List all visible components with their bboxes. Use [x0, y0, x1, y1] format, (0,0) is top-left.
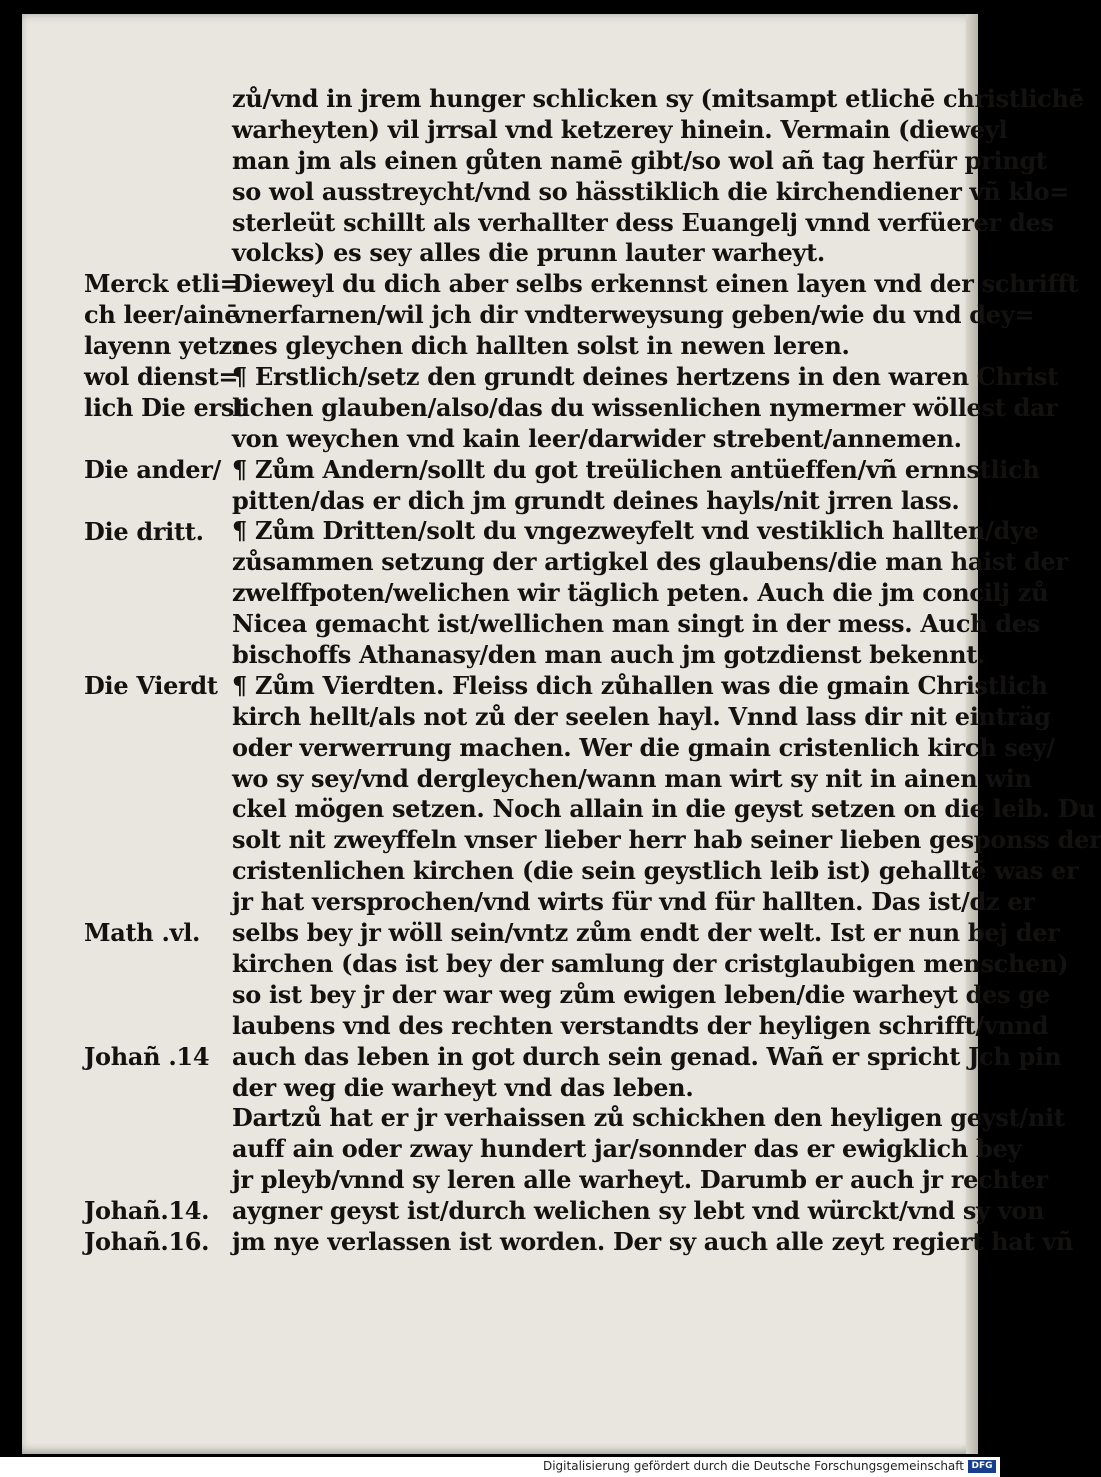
margin-note: ch leer/ainē [84, 300, 240, 330]
footer-bar [0, 1457, 1000, 1477]
text-line: Nicea gemacht ist/wellichen man singt in der mess. Auch des [232, 609, 1041, 639]
text-line: Dartzů hat er jr verhaissen zů schickhen den heyligen geyst/nit [232, 1103, 1065, 1133]
text-line: von weychen vnd kain leer/darwider strebent/annemen. [232, 423, 962, 453]
margin-note: Johañ.16. [84, 1227, 210, 1257]
text-line: aygner geyst ist/durch welichen sy lebt vnd würckt/vnd sy von [232, 1196, 1045, 1226]
text-line: selbs bey jr wöll sein/vntz zům endt der welt. Ist er nun bej der [232, 918, 1060, 948]
text-line: ¶ Zům Andern/sollt du got treülichen antüeffen/vñ ernnstlich [232, 454, 1040, 484]
margin-note: Johañ.14. [84, 1196, 210, 1226]
text-line: solt nit zweyffeln vnser lieber herr hab seiner lieben gesponss der [232, 825, 1101, 855]
margin-note: lich Die erst [84, 393, 245, 422]
text-line: so ist bey jr der war weg zům ewigen leben/die warheyt des ge [232, 979, 1050, 1009]
text-line: kirch hellt/als not zů der seelen hayl. Vnnd lass dir nit einträg [232, 701, 1051, 731]
text-line: cristenlichen kirchen (die sein geystlich leib ist) gehalltē was er [232, 856, 1079, 886]
text-line: volcks) es sey alles die prunn lauter warheyt. [232, 238, 825, 268]
text-line: der weg die warheyt vnd das leben. [232, 1072, 694, 1102]
text-line: ¶ Zům Dritten/solt du vngezweyfelt vnd vestiklich hallten/dye [232, 516, 1039, 546]
text-line: nes gleychen dich hallten solst in newen leren. [232, 331, 850, 361]
text-line: oder verwerrung machen. Wer die gmain cristenlich kirch sey/ [232, 732, 1055, 762]
text-line: vnerfarnen/wil jch dir vndterweysung geben/wie du vnd dey= [232, 300, 1035, 330]
text-line: warheyten) vil jrrsal vnd ketzerey hinein. Vermain (dieweyl [232, 114, 1008, 144]
text-line: zwelffpoten/welichen wir täglich peten. Auch die jm concilj zů [232, 578, 1049, 608]
dfg-logo: DFG [968, 1460, 996, 1473]
margin-note: layenn yetzo [84, 331, 248, 361]
text-line: bischoffs Athanasy/den man auch jm gotzdienst bekennt. [232, 640, 986, 670]
text-line: auch das leben in got durch sein genad. Wañ er spricht Jch pin [232, 1041, 1062, 1071]
text-line: man jm als einen gůten namē gibt/so wol añ tag herfür pringt [232, 145, 1047, 175]
text-line: jr pleyb/vnnd sy leren alle warheyt. Darumb er auch jr rechter [232, 1165, 1048, 1195]
margin-note: Merck etli= [84, 269, 240, 299]
text-line: lichen glauben/also/das du wissenlichen nymermer wöllest dar [232, 392, 1058, 422]
text-line: auff ain oder zway hundert jar/sonnder das er ewigklich bey [232, 1134, 1022, 1164]
text-line: pitten/das er dich jm grundt deines hayls/nit jrren lass. [232, 485, 960, 515]
text-line: ¶ Zům Vierdten. Fleiss dich zůhallen was die gmain Christlich [232, 670, 1048, 700]
text-line: laubens vnd des rechten verstandts der heyligen schrifft/vnnd [232, 1010, 1049, 1040]
text-line: ckel mögen setzen. Noch allain in die geyst setzen on die leib. Du [232, 794, 1096, 824]
text-line: kirchen (das ist bey der samlung der cristglaubigen menschen) [232, 948, 1069, 978]
text-line: so wol ausstreycht/vnd so hässtiklich die kirchendiener vñ klo= [232, 176, 1070, 206]
main-text-block [232, 84, 1101, 1258]
text-line: jr hat versprochen/vnd wirts für vnd für hallten. Das ist/dz er [232, 887, 1035, 917]
text-line: jm nye verlassen ist worden. Der sy auch alle zeyt regiert hat vñ [232, 1226, 1074, 1256]
text-line: sterleüt schillt als verhallter dess Euangelj vnnd verfüerer des [232, 207, 1054, 237]
text-line: Dieweyl du dich aber selbs erkennst einen layen vnd der schrifft [232, 269, 1079, 299]
margin-note: Johañ .14 [84, 1041, 210, 1071]
margin-note: Die ander/ [84, 454, 222, 484]
text-line: zůsammen setzung der artigkel des glaubens/die man haist der [232, 547, 1068, 577]
book-page [22, 14, 1101, 1454]
margin-note: Die Vierdt [84, 671, 218, 701]
margin-note: Math .vl. [84, 918, 201, 948]
text-line: wo sy sey/vnd dergleychen/wann man wirt sy nit in ainen win [232, 763, 1032, 793]
text-line: ¶ Erstlich/setz den grundt deines hertzens in den waren Christ [232, 362, 1058, 392]
funding-credit: Digitalisierung gefördert durch die Deutsche Forschungsgemeinschaft [542, 1459, 964, 1473]
margin-note: wol dienst= [84, 362, 239, 392]
text-line: zů/vnd in jrem hunger schlicken sy (mitsampt etlichē christlichē [232, 84, 1084, 113]
margin-note: Die dritt. [84, 516, 204, 546]
